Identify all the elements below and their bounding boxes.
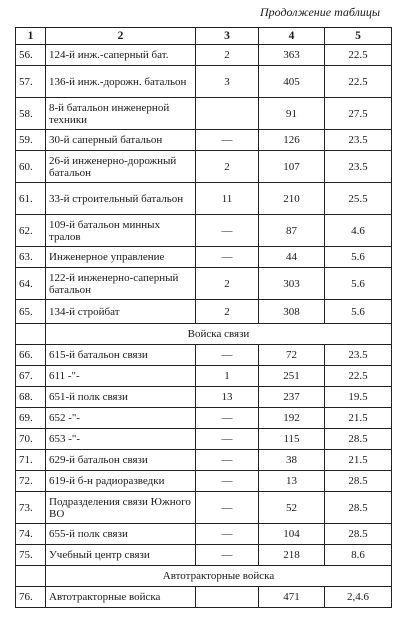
unit-name-cell: 136-й инж.-дорожн. батальон — [46, 66, 196, 98]
column-4-cell: 104 — [259, 524, 325, 545]
column-4-cell: 363 — [259, 45, 325, 66]
row-number-cell: 60. — [16, 151, 46, 183]
column-3-cell — [196, 587, 259, 608]
row-number-cell: 56. — [16, 45, 46, 66]
table-continuation-caption: Продолжение таблицы — [259, 5, 380, 19]
row-number-cell: 61. — [16, 183, 46, 215]
column-5-cell: 5.6 — [325, 268, 392, 300]
table-row — [16, 492, 392, 524]
column-3-cell: 3 — [196, 66, 259, 98]
row-number-cell: 69. — [16, 408, 46, 429]
column-3-cell: — — [196, 215, 259, 247]
unit-name-cell: 655-й полк связи — [46, 524, 196, 545]
unit-name-cell: 8-й батальон инженерной техники — [46, 98, 196, 130]
row-number-cell: 64. — [16, 268, 46, 300]
column-3-cell: — — [196, 524, 259, 545]
header-row — [16, 28, 392, 45]
column-5-cell: 23.5 — [325, 130, 392, 151]
column-3-cell: — — [196, 471, 259, 492]
table-row — [16, 268, 392, 300]
column-5-cell: 28.5 — [325, 471, 392, 492]
table-row — [16, 429, 392, 450]
column-3-cell: 2 — [196, 45, 259, 66]
table-row — [16, 215, 392, 247]
column-3-cell: — — [196, 450, 259, 471]
column-5-cell: 27.5 — [325, 98, 392, 130]
column-header-3: 3 — [196, 28, 259, 45]
column-5-cell: 2,4.6 — [325, 587, 392, 608]
column-4-cell: 210 — [259, 183, 325, 215]
column-5-cell: 4.6 — [325, 215, 392, 247]
column-3-cell: 2 — [196, 300, 259, 324]
table-row — [16, 366, 392, 387]
unit-name-cell: 651-й полк связи — [46, 387, 196, 408]
column-3-cell — [196, 98, 259, 130]
column-3-cell: — — [196, 247, 259, 268]
section-number-cell — [16, 324, 46, 345]
column-4-cell: 52 — [259, 492, 325, 524]
column-5-cell: 5.6 — [325, 300, 392, 324]
column-3-cell: 1 — [196, 366, 259, 387]
column-3-cell: — — [196, 492, 259, 524]
column-header-5: 5 — [325, 28, 392, 45]
column-5-cell: 23.5 — [325, 345, 392, 366]
column-4-cell: 38 — [259, 450, 325, 471]
unit-name-cell: 615-й батальон связи — [46, 345, 196, 366]
column-5-cell: 19.5 — [325, 387, 392, 408]
column-3-cell: 13 — [196, 387, 259, 408]
unit-name-cell: 619-й б-н радиоразведки — [46, 471, 196, 492]
column-5-cell: 28.5 — [325, 429, 392, 450]
table-row — [16, 345, 392, 366]
table-row — [16, 300, 392, 324]
unit-name-cell: 611 -"- — [46, 366, 196, 387]
column-5-cell: 22.5 — [325, 45, 392, 66]
table-row — [16, 450, 392, 471]
column-4-cell: 251 — [259, 366, 325, 387]
unit-name-cell: 653 -"- — [46, 429, 196, 450]
unit-name-cell: 124-й инж.-саперный бат. — [46, 45, 196, 66]
row-number-cell: 73. — [16, 492, 46, 524]
column-4-cell: 72 — [259, 345, 325, 366]
column-header-2: 2 — [46, 28, 196, 45]
column-4-cell: 192 — [259, 408, 325, 429]
column-header-4: 4 — [259, 28, 325, 45]
column-4-cell: 115 — [259, 429, 325, 450]
section-number-cell — [16, 566, 46, 587]
unit-name-cell: Инженерное управление — [46, 247, 196, 268]
unit-name-cell: 26-й инженерно-дорожный батальон — [46, 151, 196, 183]
row-number-cell: 72. — [16, 471, 46, 492]
unit-name-cell: 629-й батальон связи — [46, 450, 196, 471]
column-5-cell: 23.5 — [325, 151, 392, 183]
column-3-cell: — — [196, 345, 259, 366]
table-row — [16, 545, 392, 566]
column-3-cell: 11 — [196, 183, 259, 215]
column-4-cell: 44 — [259, 247, 325, 268]
row-number-cell: 75. — [16, 545, 46, 566]
column-4-cell: 87 — [259, 215, 325, 247]
table-row — [16, 98, 392, 130]
unit-name-cell: Подразделения связи Южного ВО — [46, 492, 196, 524]
column-3-cell: 2 — [196, 151, 259, 183]
row-number-cell: 68. — [16, 387, 46, 408]
table-row — [16, 183, 392, 215]
section-heading: Войска связи — [46, 324, 392, 345]
row-number-cell: 62. — [16, 215, 46, 247]
column-5-cell: 22.5 — [325, 66, 392, 98]
column-4-cell: 126 — [259, 130, 325, 151]
row-number-cell: 63. — [16, 247, 46, 268]
column-4-cell: 405 — [259, 66, 325, 98]
column-5-cell: 28.5 — [325, 492, 392, 524]
column-3-cell: 2 — [196, 268, 259, 300]
table-row — [16, 151, 392, 183]
unit-name-cell: 134-й стройбат — [46, 300, 196, 324]
column-4-cell: 218 — [259, 545, 325, 566]
column-5-cell: 28.5 — [325, 524, 392, 545]
row-number-cell: 57. — [16, 66, 46, 98]
row-number-cell: 71. — [16, 450, 46, 471]
table-row — [16, 587, 392, 608]
table-body — [16, 45, 392, 608]
section-row — [16, 566, 392, 587]
column-4-cell: 471 — [259, 587, 325, 608]
column-3-cell: — — [196, 130, 259, 151]
unit-name-cell: 122-й инженерно-саперный батальон — [46, 268, 196, 300]
column-3-cell: — — [196, 429, 259, 450]
table-row — [16, 471, 392, 492]
table-row — [16, 524, 392, 545]
column-5-cell: 5.6 — [325, 247, 392, 268]
table-row — [16, 408, 392, 429]
section-row — [16, 324, 392, 345]
unit-name-cell: 33-й строительный батальон — [46, 183, 196, 215]
column-4-cell: 308 — [259, 300, 325, 324]
column-3-cell: — — [196, 545, 259, 566]
column-4-cell: 107 — [259, 151, 325, 183]
row-number-cell: 66. — [16, 345, 46, 366]
unit-name-cell: 30-й саперный батальон — [46, 130, 196, 151]
column-5-cell: 21.5 — [325, 408, 392, 429]
column-header-1: 1 — [16, 28, 46, 45]
column-4-cell: 303 — [259, 268, 325, 300]
table-row — [16, 387, 392, 408]
column-4-cell: 13 — [259, 471, 325, 492]
table-row — [16, 130, 392, 151]
row-number-cell: 65. — [16, 300, 46, 324]
column-4-cell: 91 — [259, 98, 325, 130]
row-number-cell: 74. — [16, 524, 46, 545]
column-5-cell: 21.5 — [325, 450, 392, 471]
column-4-cell: 237 — [259, 387, 325, 408]
table-row — [16, 247, 392, 268]
unit-name-cell: 652 -"- — [46, 408, 196, 429]
column-5-cell: 22.5 — [325, 366, 392, 387]
column-5-cell: 25.5 — [325, 183, 392, 215]
section-heading: Автотракторные войска — [46, 566, 392, 587]
table-row — [16, 66, 392, 98]
table-row — [16, 45, 392, 66]
row-number-cell: 70. — [16, 429, 46, 450]
data-table — [15, 27, 392, 608]
row-number-cell: 67. — [16, 366, 46, 387]
column-3-cell: — — [196, 408, 259, 429]
row-number-cell: 59. — [16, 130, 46, 151]
unit-name-cell: Автотракторные войска — [46, 587, 196, 608]
row-number-cell: 76. — [16, 587, 46, 608]
row-number-cell: 58. — [16, 98, 46, 130]
unit-name-cell: 109-й батальон минных тралов — [46, 215, 196, 247]
unit-name-cell: Учебный центр связи — [46, 545, 196, 566]
column-5-cell: 8.6 — [325, 545, 392, 566]
